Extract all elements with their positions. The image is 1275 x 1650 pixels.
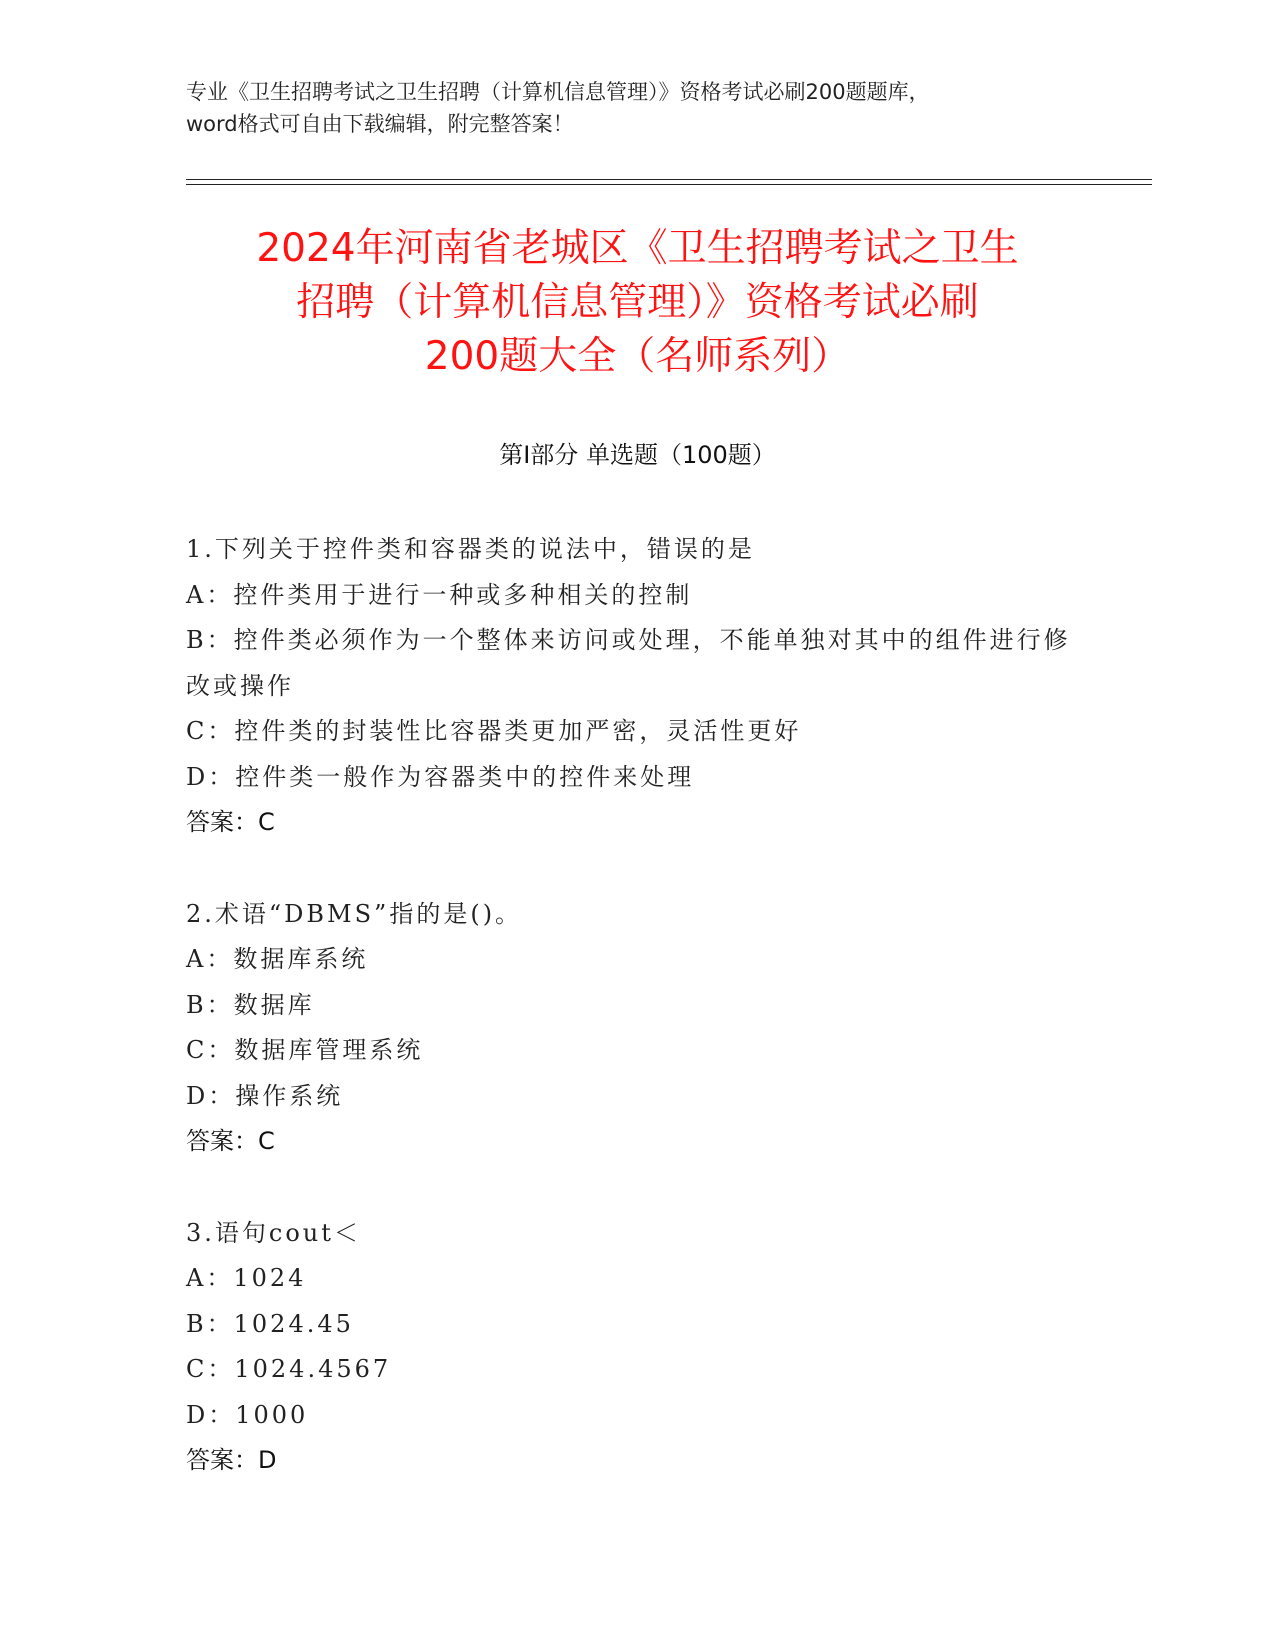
question-stem: 1.下列关于控件类和容器类的说法中，错误的是	[186, 535, 755, 563]
header-divider-bottom	[186, 184, 1152, 185]
header-divider-top	[186, 179, 1152, 180]
question-option: C：控件类的封装性比容器类更加严密，灵活性更好	[186, 717, 802, 745]
question-list	[186, 527, 1086, 1530]
question-stem: 3.语句cout＜	[186, 1218, 361, 1247]
question-option: A：控件类用于进行一种或多种相关的控制	[186, 580, 693, 609]
question-answer: 答案：C	[186, 1127, 275, 1155]
question-option: B：控件类必须作为一个整体来访问或处理，不能单独对其中的组件进行修改或操作	[186, 626, 1071, 700]
document-title-line-3: 200题大全（名师系列）	[424, 334, 851, 379]
question-option: D：控件类一般作为容器类中的控件来处理	[186, 762, 695, 791]
question-option: A：数据库系统	[186, 945, 369, 973]
question-option: D：1000	[186, 1400, 309, 1429]
question-item	[186, 1211, 1086, 1484]
document-title	[150, 222, 1125, 384]
document-title-line-1: 2024年河南省老城区《卫生招聘考试之卫生	[256, 226, 1019, 271]
question-option: C：1024.4567	[186, 1355, 392, 1383]
question-answer: 答案：C	[186, 808, 275, 836]
document-title-line-2: 招聘（计算机信息管理）》资格考试必刷	[296, 280, 979, 325]
question-option: B：数据库	[186, 990, 315, 1019]
question-option: A：1024	[186, 1264, 307, 1292]
question-option: D：操作系统	[186, 1081, 344, 1110]
question-option: B：1024.45	[186, 1309, 354, 1338]
header-note	[186, 76, 1086, 140]
question-stem: 2.术语“DBMS”指的是()。	[186, 899, 523, 928]
question-option: C：数据库管理系统	[186, 1036, 424, 1064]
header-note-line-2: word格式可自由下载编辑，附完整答案！	[186, 112, 574, 136]
question-item	[186, 892, 1086, 1165]
question-answer: 答案：D	[186, 1446, 277, 1474]
section-heading: 第Ⅰ部分 单选题（100题）	[499, 441, 776, 469]
question-item	[186, 527, 1086, 846]
header-note-line-1: 专业《卫生招聘考试之卫生招聘（计算机信息管理）》资格考试必刷200题题库，	[186, 80, 930, 104]
